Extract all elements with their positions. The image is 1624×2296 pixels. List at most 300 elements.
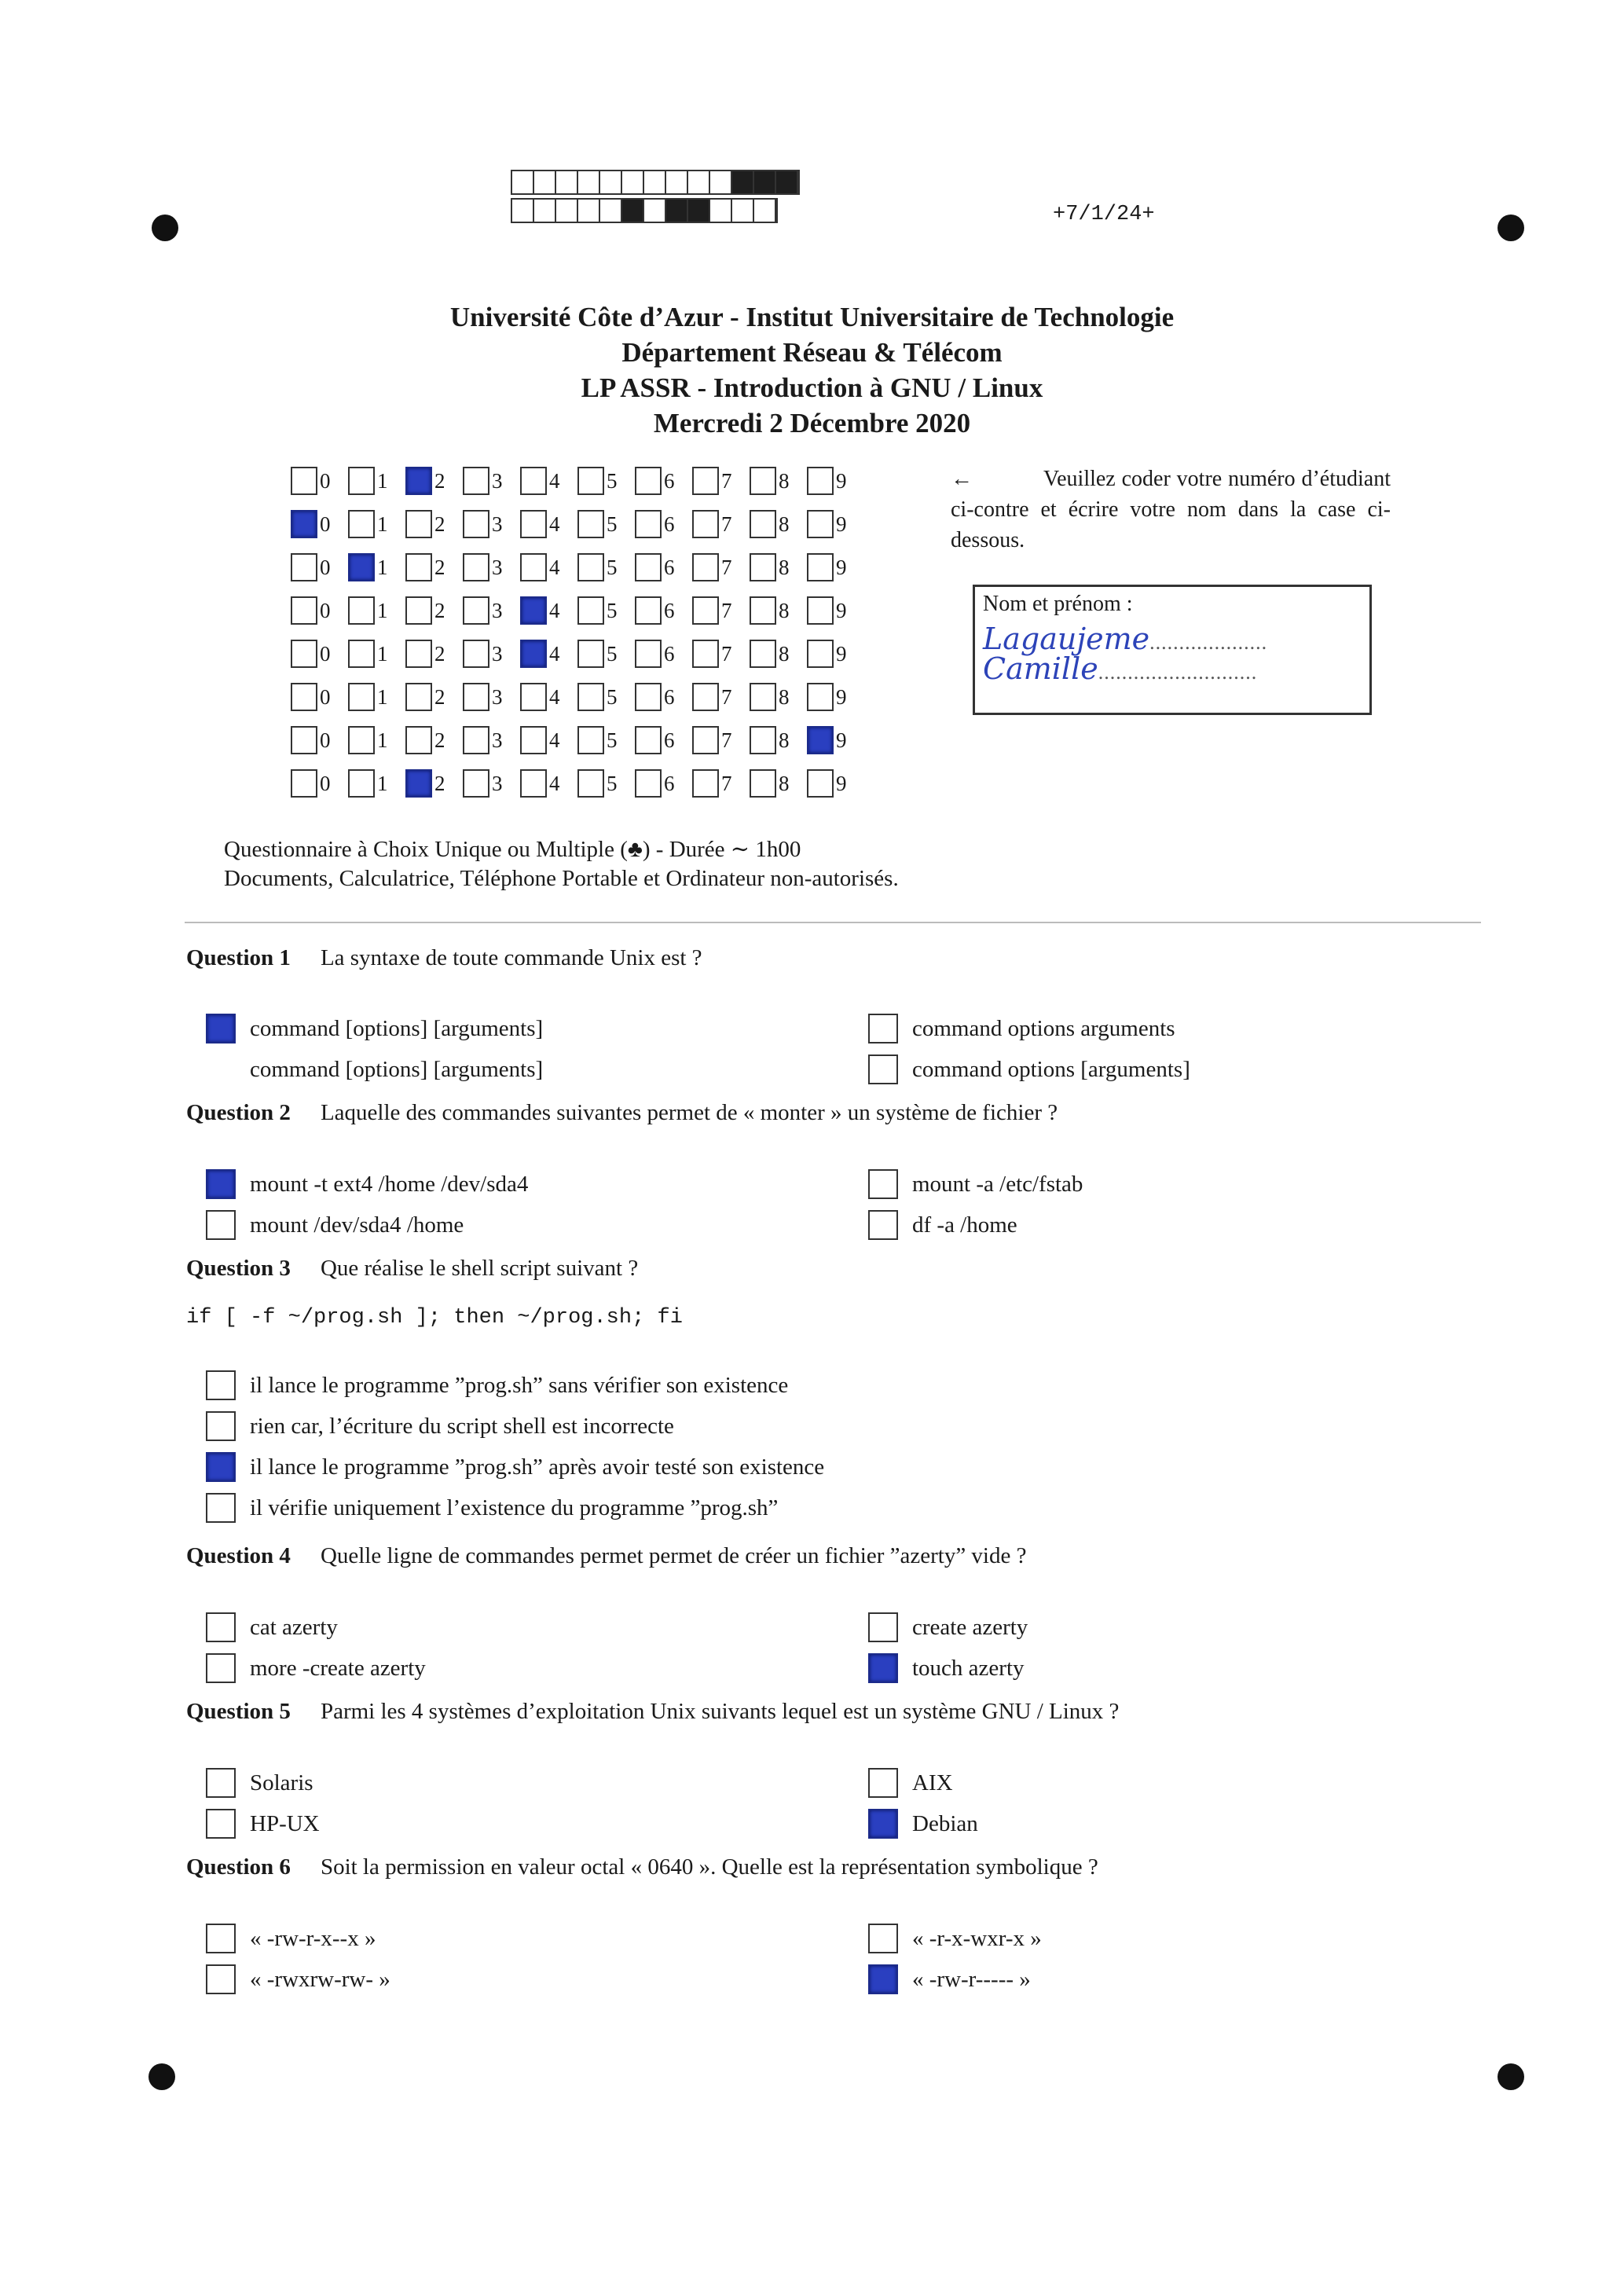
id-digit-checkbox[interactable] (692, 683, 719, 711)
id-digit-label: 2 (434, 641, 445, 666)
id-digit-checkbox[interactable] (291, 726, 317, 754)
id-digit-checkbox[interactable] (291, 467, 317, 495)
id-grid-row (291, 595, 864, 626)
id-digit-checkbox[interactable] (291, 596, 317, 625)
id-digit-label: 5 (607, 468, 618, 493)
id-digit-checkbox[interactable] (520, 640, 547, 668)
id-digit-checkbox[interactable] (635, 510, 662, 538)
answer-label: « -rw-r----- » (912, 1966, 1031, 1992)
id-digit-checkbox[interactable] (807, 467, 834, 495)
answer-choice[interactable] (868, 1169, 1083, 1199)
barcode-cell (556, 200, 578, 222)
id-digit-checkbox[interactable] (291, 640, 317, 668)
id-grid-row (291, 681, 864, 713)
id-digit-option (291, 638, 348, 669)
id-digit-label: 3 (492, 598, 503, 622)
id-digit-checkbox[interactable] (577, 726, 604, 754)
id-digit-checkbox[interactable] (807, 553, 834, 581)
id-digit-label: 4 (549, 598, 560, 622)
id-digit-option (463, 724, 520, 756)
barcode-cell (688, 171, 710, 193)
id-digit-checkbox[interactable] (750, 467, 776, 495)
id-digit-checkbox[interactable] (348, 769, 375, 798)
id-digit-option (750, 724, 807, 756)
id-digit-checkbox[interactable] (405, 769, 432, 798)
answer-choice[interactable] (868, 1964, 1031, 1994)
id-digit-option (405, 595, 463, 626)
id-digit-option (291, 681, 348, 713)
question-number: Question 4 (186, 1543, 291, 1568)
id-digit-checkbox[interactable] (577, 683, 604, 711)
question-title (186, 945, 702, 971)
id-digit-option (348, 768, 405, 799)
question-number: Question 6 (186, 1854, 291, 1880)
id-digit-checkbox[interactable] (520, 726, 547, 754)
id-digit-option (750, 595, 807, 626)
id-digit-checkbox[interactable] (635, 769, 662, 798)
id-digit-checkbox[interactable] (750, 640, 776, 668)
answer-label: il lance le programme ”prog.sh” après avoir testé son existence (250, 1454, 825, 1480)
id-digit-option (405, 724, 463, 756)
id-digit-option (520, 595, 577, 626)
arrow-left-icon: ← (951, 467, 973, 491)
id-grid-row (291, 508, 864, 540)
id-digit-checkbox[interactable] (807, 683, 834, 711)
id-digit-checkbox[interactable] (750, 553, 776, 581)
answer-choice[interactable] (868, 1210, 1017, 1240)
registration-mark-bottom-right (1498, 2063, 1524, 2090)
id-digit-label: 8 (779, 641, 790, 666)
id-digit-checkbox[interactable] (750, 683, 776, 711)
handwritten-first-name: Camille (983, 651, 1098, 686)
answer-checkbox[interactable] (868, 1924, 898, 1953)
id-digit-checkbox[interactable] (577, 769, 604, 798)
id-digit-label: 6 (664, 555, 675, 579)
id-digit-checkbox[interactable] (348, 640, 375, 668)
answer-checkbox[interactable] (206, 1768, 236, 1798)
id-digit-label: 2 (434, 728, 445, 752)
answer-label: « -rwxrw-rw- » (250, 1966, 390, 1992)
id-digit-checkbox[interactable] (635, 726, 662, 754)
id-digit-label: 2 (434, 684, 445, 709)
answer-checkbox[interactable] (206, 1411, 236, 1441)
id-digit-option (291, 508, 348, 540)
id-digit-checkbox[interactable] (692, 467, 719, 495)
id-digit-option (520, 465, 577, 497)
id-digit-checkbox[interactable] (405, 596, 432, 625)
id-digit-option (807, 552, 864, 583)
answer-label: AIX (912, 1770, 953, 1795)
id-digit-checkbox[interactable] (692, 769, 719, 798)
question-title (186, 1854, 1098, 1880)
id-digit-option (577, 552, 635, 583)
id-digit-label: 3 (492, 728, 503, 752)
header-university: Université Côte d’Azur - Institut Universitaire de Technologie (449, 302, 1175, 332)
name-box[interactable] (973, 585, 1372, 715)
id-digit-checkbox[interactable] (463, 640, 489, 668)
answer-choice[interactable] (206, 1169, 528, 1199)
id-digit-option (463, 552, 520, 583)
question-text: Soit la permission en valeur octal « 0640 ». Quelle est la représentation symbolique ? (320, 1854, 1098, 1880)
id-digit-checkbox[interactable] (750, 596, 776, 625)
answer-choice[interactable] (868, 1768, 953, 1798)
id-digit-option (348, 681, 405, 713)
barcode-cell (600, 171, 622, 193)
id-digit-label: 4 (549, 684, 560, 709)
registration-mark-bottom-left (148, 2063, 175, 2090)
id-digit-label: 9 (836, 684, 847, 709)
answer-choice[interactable] (206, 1370, 788, 1400)
id-digit-label: 1 (377, 684, 388, 709)
barcode-cell (644, 171, 666, 193)
barcode-cell (600, 200, 622, 222)
id-grid-row (291, 552, 864, 583)
id-digit-option (807, 595, 864, 626)
answer-choice[interactable] (868, 1653, 1025, 1683)
barcode-cell (754, 200, 776, 222)
id-digit-checkbox[interactable] (405, 640, 432, 668)
answer-checkbox[interactable] (206, 1452, 236, 1482)
id-digit-checkbox[interactable] (291, 510, 317, 538)
id-digit-label: 3 (492, 555, 503, 579)
id-digit-label: 6 (664, 468, 675, 493)
id-digit-label: 0 (320, 771, 331, 795)
id-digit-label: 7 (721, 555, 732, 579)
id-digit-label: 1 (377, 468, 388, 493)
question-text: Laquelle des commandes suivantes permet de « monter » un système de fichier ? (320, 1100, 1058, 1125)
answer-choice[interactable] (206, 1768, 313, 1798)
id-digit-option (750, 681, 807, 713)
barcode-cell (578, 171, 600, 193)
answer-label: HP-UX (250, 1810, 320, 1836)
id-digit-checkbox[interactable] (463, 726, 489, 754)
id-digit-checkbox[interactable] (520, 467, 547, 495)
id-digit-checkbox[interactable] (463, 510, 489, 538)
answer-choice[interactable] (206, 1452, 824, 1482)
id-digit-checkbox[interactable] (692, 510, 719, 538)
id-digit-checkbox[interactable] (807, 726, 834, 754)
id-digit-label: 3 (492, 468, 503, 493)
id-digit-label: 5 (607, 771, 618, 795)
id-digit-checkbox[interactable] (520, 769, 547, 798)
answer-checkbox[interactable] (206, 1169, 236, 1199)
id-digit-checkbox[interactable] (405, 553, 432, 581)
answer-choice[interactable] (868, 1014, 1175, 1043)
answer-label: Debian (912, 1810, 978, 1836)
answer-label: cat azerty (250, 1614, 338, 1640)
id-digit-option (291, 465, 348, 497)
answer-label: command options [arguments] (912, 1056, 1190, 1082)
answer-choice[interactable] (206, 1612, 338, 1642)
id-digit-label: 3 (492, 771, 503, 795)
id-digit-option (291, 595, 348, 626)
barcode-cell (688, 200, 710, 222)
id-digit-option (405, 508, 463, 540)
id-digit-option (692, 724, 750, 756)
answer-checkbox[interactable] (868, 1210, 898, 1240)
answer-checkbox[interactable] (206, 1924, 236, 1953)
id-digit-label: 0 (320, 468, 331, 493)
barcode-cell (710, 200, 732, 222)
id-digit-label: 5 (607, 598, 618, 622)
answer-choice[interactable] (206, 1054, 543, 1084)
barcode-cell (556, 171, 578, 193)
id-digit-option (635, 465, 692, 497)
id-digit-option (348, 724, 405, 756)
id-digit-label: 5 (607, 512, 618, 536)
id-digit-checkbox[interactable] (750, 510, 776, 538)
id-grid-row (291, 638, 864, 669)
answer-checkbox[interactable] (206, 1014, 236, 1043)
id-digit-option (807, 508, 864, 540)
barcode-cell (732, 171, 754, 193)
id-digit-label: 2 (434, 512, 445, 536)
question-text: Parmi les 4 systèmes d’exploitation Unix suivants lequel est un système GNU / Linux ? (320, 1699, 1120, 1724)
answer-choice[interactable] (206, 1924, 376, 1953)
id-digit-option (577, 465, 635, 497)
id-digit-checkbox[interactable] (348, 467, 375, 495)
question-text: La syntaxe de toute commande Unix est ? (320, 945, 702, 970)
id-digit-option (520, 552, 577, 583)
id-digit-checkbox[interactable] (807, 769, 834, 798)
id-digit-checkbox[interactable] (577, 640, 604, 668)
id-digit-checkbox[interactable] (807, 640, 834, 668)
answer-checkbox[interactable] (206, 1210, 236, 1240)
id-digit-checkbox[interactable] (291, 553, 317, 581)
answer-checkbox[interactable] (206, 1612, 236, 1642)
id-digit-label: 6 (664, 641, 675, 666)
id-digit-option (750, 552, 807, 583)
barcode-cell (754, 171, 776, 193)
answer-label: « -r-x-wxr-x » (912, 1925, 1042, 1951)
id-digit-checkbox[interactable] (692, 726, 719, 754)
id-digit-label: 3 (492, 684, 503, 709)
id-digit-option (577, 595, 635, 626)
id-digit-option (348, 552, 405, 583)
id-digit-option (291, 768, 348, 799)
answer-checkbox[interactable] (868, 1054, 898, 1084)
answer-choice[interactable] (868, 1054, 1190, 1084)
answer-choice[interactable] (868, 1924, 1042, 1953)
id-digit-label: 9 (836, 641, 847, 666)
exam-rules: Documents, Calculatrice, Téléphone Portable et Ordinateur non-autorisés. (224, 866, 899, 891)
answer-checkbox[interactable] (206, 1493, 236, 1523)
id-digit-checkbox[interactable] (635, 683, 662, 711)
answer-checkbox[interactable] (868, 1653, 898, 1683)
id-digit-checkbox[interactable] (348, 683, 375, 711)
id-digit-label: 1 (377, 728, 388, 752)
answer-choice[interactable] (868, 1809, 978, 1839)
id-digit-label: 7 (721, 684, 732, 709)
id-digit-option (520, 768, 577, 799)
id-digit-label: 6 (664, 598, 675, 622)
id-digit-option (577, 508, 635, 540)
answer-label: create azerty (912, 1614, 1028, 1640)
id-digit-label: 1 (377, 771, 388, 795)
id-digit-checkbox[interactable] (520, 510, 547, 538)
answer-choice[interactable] (206, 1014, 543, 1043)
id-digit-option (692, 595, 750, 626)
id-digit-option (750, 465, 807, 497)
id-digit-label: 4 (549, 555, 560, 579)
answer-checkbox[interactable] (206, 1370, 236, 1400)
id-digit-label: 0 (320, 728, 331, 752)
page-id: +7/1/24+ (1053, 203, 1155, 226)
id-digit-checkbox[interactable] (291, 683, 317, 711)
id-digit-checkbox[interactable] (520, 553, 547, 581)
id-digit-label: 3 (492, 641, 503, 666)
id-digit-label: 9 (836, 728, 847, 752)
id-digit-option (692, 552, 750, 583)
id-digit-label: 2 (434, 555, 445, 579)
handwritten-last-name: Lagaujeme (983, 622, 1150, 656)
id-grid-row (291, 724, 864, 756)
question-title (186, 1256, 638, 1282)
answer-checkbox[interactable] (868, 1809, 898, 1839)
answer-checkbox[interactable] (868, 1169, 898, 1199)
instructions-text: Veuillez coder votre numéro d’étudiant ci-contre et écrire votre nom dans la case ci-dessous. (951, 467, 1391, 552)
id-digit-label: 4 (549, 512, 560, 536)
id-digit-checkbox[interactable] (692, 553, 719, 581)
answer-checkbox[interactable] (868, 1964, 898, 1994)
id-digit-checkbox[interactable] (750, 769, 776, 798)
id-digit-checkbox[interactable] (692, 640, 719, 668)
id-digit-label: 7 (721, 468, 732, 493)
id-grid-row (291, 768, 864, 799)
id-digit-label: 1 (377, 512, 388, 536)
id-digit-checkbox[interactable] (692, 596, 719, 625)
answer-checkbox[interactable] (206, 1809, 236, 1839)
id-digit-label: 1 (377, 555, 388, 579)
id-digit-option (807, 681, 864, 713)
id-digit-checkbox[interactable] (463, 467, 489, 495)
answer-choice[interactable] (206, 1653, 426, 1683)
id-digit-label: 5 (607, 555, 618, 579)
id-digit-label: 5 (607, 728, 618, 752)
answer-choice[interactable] (206, 1809, 320, 1839)
id-digit-label: 9 (836, 598, 847, 622)
answer-checkbox[interactable] (206, 1964, 236, 1994)
answer-label: il vérifie uniquement l’existence du programme ”prog.sh” (250, 1495, 779, 1520)
header-date: Mercredi 2 Décembre 2020 (653, 408, 971, 438)
name-box-label: Nom et prénom : (983, 592, 1133, 616)
barcode-cell (622, 171, 644, 193)
id-digit-checkbox[interactable] (635, 640, 662, 668)
answer-choice[interactable] (206, 1210, 464, 1240)
barcode-cell (666, 200, 688, 222)
id-digit-checkbox[interactable] (750, 726, 776, 754)
id-digit-label: 0 (320, 641, 331, 666)
id-digit-label: 4 (549, 468, 560, 493)
answer-checkbox[interactable] (868, 1014, 898, 1043)
id-digit-checkbox[interactable] (405, 726, 432, 754)
id-digit-checkbox[interactable] (463, 683, 489, 711)
id-digit-option (750, 638, 807, 669)
id-digit-checkbox[interactable] (405, 467, 432, 495)
question-title (186, 1543, 1026, 1569)
id-digit-label: 9 (836, 512, 847, 536)
id-digit-checkbox[interactable] (577, 510, 604, 538)
id-digit-label: 0 (320, 684, 331, 709)
id-digit-label: 8 (779, 771, 790, 795)
barcode-cell (512, 200, 534, 222)
answer-label: touch azerty (912, 1655, 1025, 1681)
id-digit-option (807, 465, 864, 497)
id-digit-option (635, 508, 692, 540)
id-digit-checkbox[interactable] (577, 596, 604, 625)
id-digit-checkbox[interactable] (463, 596, 489, 625)
id-digit-checkbox[interactable] (635, 467, 662, 495)
id-digit-option (463, 681, 520, 713)
id-digit-checkbox[interactable] (405, 510, 432, 538)
id-digit-label: 8 (779, 512, 790, 536)
barcode-cell (622, 200, 644, 222)
barcode-cell (644, 200, 666, 222)
id-digit-checkbox[interactable] (520, 683, 547, 711)
id-digit-label: 8 (779, 555, 790, 579)
id-digit-checkbox[interactable] (807, 596, 834, 625)
id-digit-option (635, 552, 692, 583)
id-digit-checkbox[interactable] (577, 467, 604, 495)
id-digit-option (463, 768, 520, 799)
answer-choice[interactable] (868, 1612, 1028, 1642)
question-number: Question 2 (186, 1100, 291, 1125)
id-digit-label: 2 (434, 468, 445, 493)
answer-label: command [options] [arguments] (250, 1015, 544, 1041)
id-digit-checkbox[interactable] (463, 769, 489, 798)
id-digit-checkbox[interactable] (463, 553, 489, 581)
id-digit-checkbox[interactable] (348, 510, 375, 538)
id-digit-checkbox[interactable] (635, 596, 662, 625)
answer-label: « -rw-r-x--x » (250, 1925, 376, 1951)
id-digit-option (577, 638, 635, 669)
id-digit-option (520, 681, 577, 713)
id-digit-option (348, 465, 405, 497)
answer-label: il lance le programme ”prog.sh” sans vérifier son existence (250, 1372, 789, 1398)
question-title (186, 1100, 1058, 1126)
id-grid-row (291, 465, 864, 497)
id-digit-label: 5 (607, 684, 618, 709)
id-digit-label: 7 (721, 641, 732, 666)
id-digit-checkbox[interactable] (348, 726, 375, 754)
id-digit-checkbox[interactable] (348, 596, 375, 625)
id-digit-checkbox[interactable] (348, 553, 375, 581)
answer-checkbox[interactable] (868, 1612, 898, 1642)
id-digit-checkbox[interactable] (807, 510, 834, 538)
answer-choice[interactable] (206, 1411, 674, 1441)
id-digit-checkbox[interactable] (405, 683, 432, 711)
id-digit-option (405, 681, 463, 713)
answer-choice[interactable] (206, 1964, 390, 1994)
id-digit-option (291, 724, 348, 756)
id-digit-label: 2 (434, 598, 445, 622)
id-digit-checkbox[interactable] (291, 769, 317, 798)
answer-checkbox[interactable] (868, 1768, 898, 1798)
answer-choice[interactable] (206, 1493, 778, 1523)
answer-checkbox[interactable] (206, 1653, 236, 1683)
id-digit-option (577, 768, 635, 799)
id-digit-option (291, 552, 348, 583)
id-digit-option (348, 508, 405, 540)
id-digit-checkbox[interactable] (520, 596, 547, 625)
id-digit-option (692, 638, 750, 669)
id-digit-label: 8 (779, 728, 790, 752)
barcode-cell (732, 200, 754, 222)
id-digit-option (520, 638, 577, 669)
id-digit-option (463, 465, 520, 497)
id-digit-checkbox[interactable] (635, 553, 662, 581)
id-digit-checkbox[interactable] (577, 553, 604, 581)
